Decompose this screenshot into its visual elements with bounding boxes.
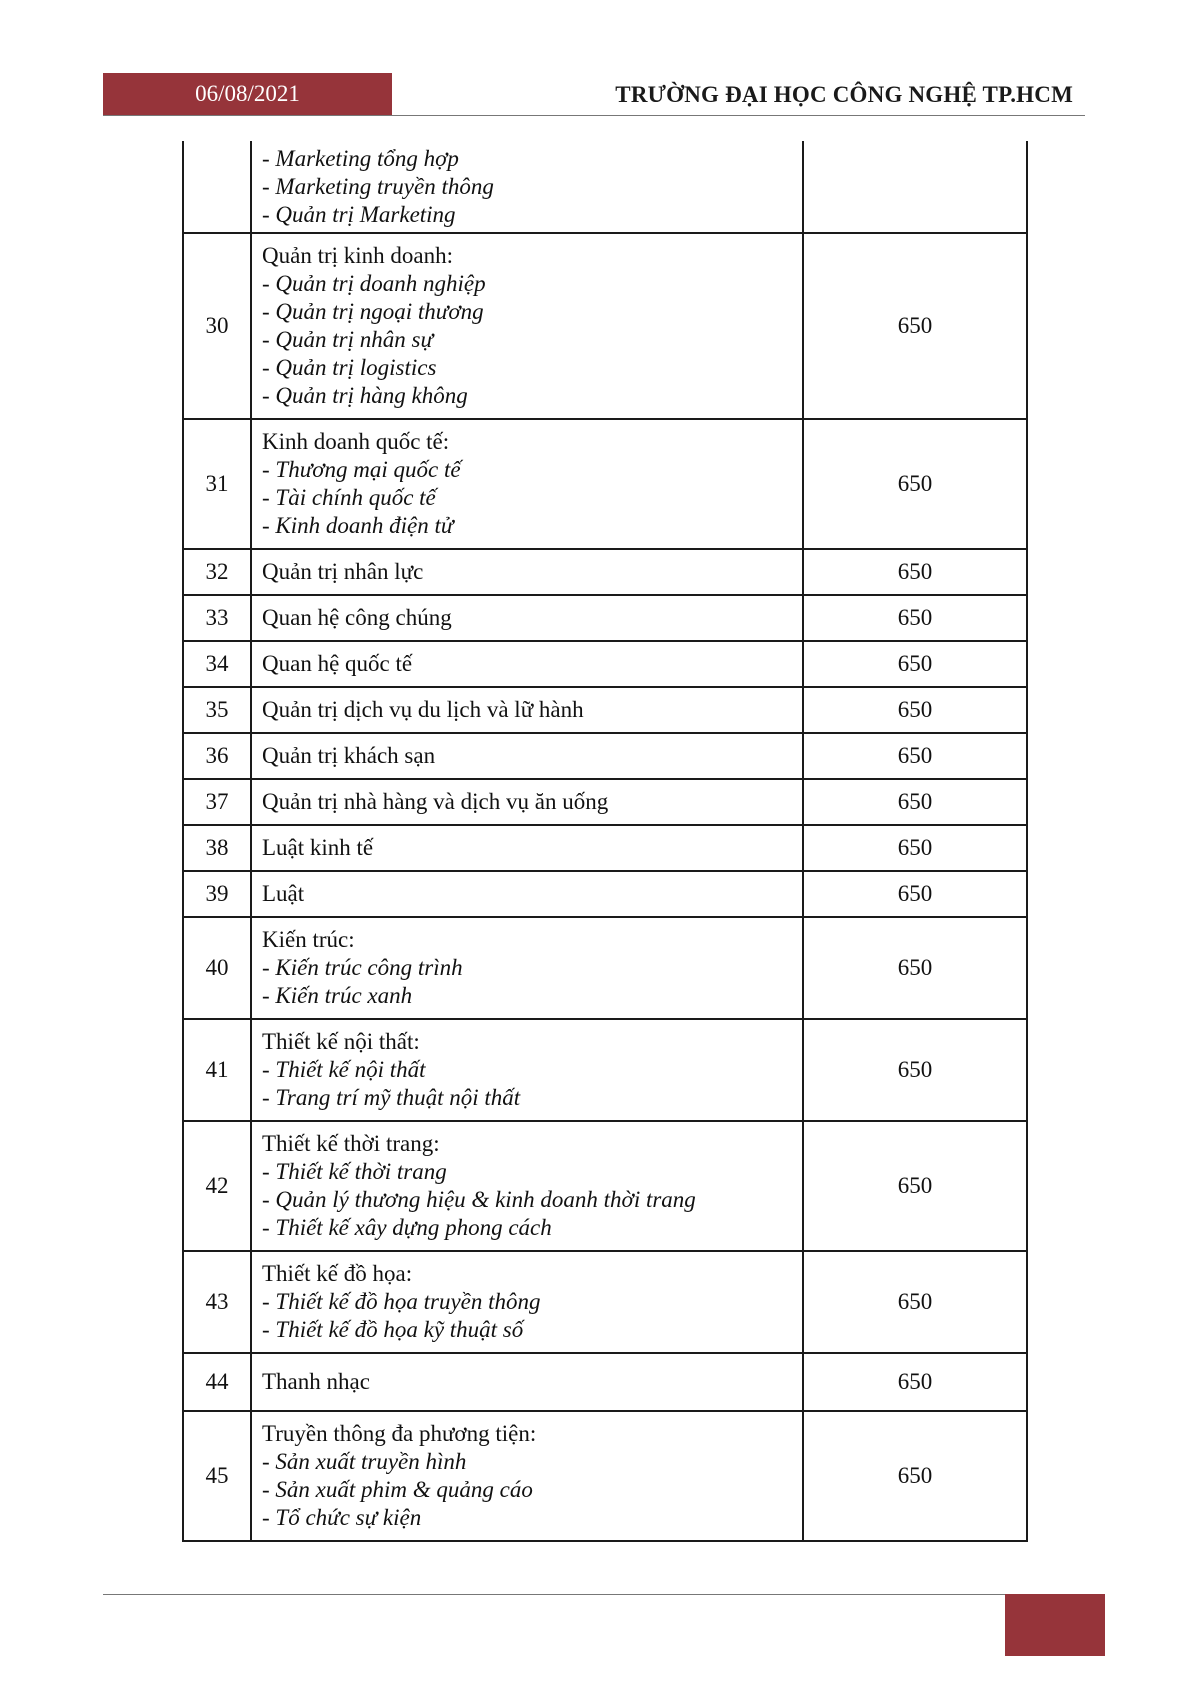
specialization-item: - Kinh doanh điện tử xyxy=(262,513,454,538)
major-title: Thiết kế nội thất: xyxy=(262,1029,420,1054)
specialization-item: - Trang trí mỹ thuật nội thất xyxy=(262,1085,521,1110)
row-number: 31 xyxy=(183,419,251,549)
table-row xyxy=(183,687,1027,733)
score-value: 650 xyxy=(803,1019,1027,1121)
row-number: 32 xyxy=(183,549,251,595)
table-row xyxy=(183,419,1027,549)
score-value: 650 xyxy=(803,419,1027,549)
major-title: Thiết kế thời trang: xyxy=(262,1131,440,1156)
majors-table-body xyxy=(183,141,1027,1541)
score-value: 650 xyxy=(803,825,1027,871)
row-number: 34 xyxy=(183,641,251,687)
table-row xyxy=(183,871,1027,917)
major-name-cell xyxy=(251,419,803,549)
specialization-item: - Quản trị hàng không xyxy=(262,383,468,408)
major-name-cell xyxy=(251,1353,803,1411)
major-title: Truyền thông đa phương tiện: xyxy=(262,1421,537,1446)
row-number: 33 xyxy=(183,595,251,641)
major-name-cell xyxy=(251,1411,803,1541)
major-name-cell xyxy=(251,641,803,687)
table-row xyxy=(183,1411,1027,1541)
table-row xyxy=(183,917,1027,1019)
specialization-item: - Tổ chức sự kiện xyxy=(262,1505,422,1530)
table-row xyxy=(183,1019,1027,1121)
score-value: 650 xyxy=(803,1353,1027,1411)
major-name-cell xyxy=(251,595,803,641)
row-number: 45 xyxy=(183,1411,251,1541)
row-number: 43 xyxy=(183,1251,251,1353)
specialization-item: - Kiến trúc xanh xyxy=(262,983,413,1008)
row-number: 41 xyxy=(183,1019,251,1121)
major-title: Quản trị khách sạn xyxy=(262,743,436,768)
row-number: 30 xyxy=(183,233,251,419)
row-number: 36 xyxy=(183,733,251,779)
specialization-item: - Quản trị logistics xyxy=(262,355,437,380)
table-row xyxy=(183,233,1027,419)
footer-accent-block xyxy=(1005,1594,1105,1656)
score-value: 650 xyxy=(803,641,1027,687)
specialization-item: - Tài chính quốc tế xyxy=(262,485,436,510)
header-institution: TRƯỜNG ĐẠI HỌC CÔNG NGHỆ TP.HCM xyxy=(615,82,1073,107)
major-title: Luật xyxy=(262,881,305,906)
specialization-item: - Marketing truyền thông xyxy=(262,173,494,199)
specialization-item: - Thiết kế nội thất xyxy=(262,1057,426,1082)
major-title: Quan hệ quốc tế xyxy=(262,651,413,676)
row-number: 38 xyxy=(183,825,251,871)
score-value xyxy=(803,141,1027,233)
row-number: 39 xyxy=(183,871,251,917)
major-name-cell xyxy=(251,917,803,1019)
score-value: 650 xyxy=(803,233,1027,419)
major-name-cell xyxy=(251,141,803,233)
score-value: 650 xyxy=(803,549,1027,595)
score-value: 650 xyxy=(803,871,1027,917)
major-title: Thanh nhạc xyxy=(262,1369,370,1394)
major-name-cell xyxy=(251,871,803,917)
footer-divider xyxy=(103,1594,1005,1595)
major-title: Quản trị dịch vụ du lịch và lữ hành xyxy=(262,697,584,722)
specialization-item: - Thiết kế đồ họa kỹ thuật số xyxy=(262,1317,524,1342)
specialization-item: - Kiến trúc công trình xyxy=(262,955,463,980)
table-row xyxy=(183,779,1027,825)
major-name-cell xyxy=(251,233,803,419)
major-name-cell xyxy=(251,1251,803,1353)
score-value: 650 xyxy=(803,733,1027,779)
score-value: 650 xyxy=(803,595,1027,641)
table-row xyxy=(183,1121,1027,1251)
row-number xyxy=(183,141,251,233)
major-title: Thiết kế đồ họa: xyxy=(262,1261,413,1286)
major-title: Luật kinh tế xyxy=(262,835,374,860)
header-divider xyxy=(103,115,1085,116)
specialization-item: - Quản lý thương hiệu & kinh doanh thời trang xyxy=(262,1187,696,1212)
specialization-item: - Thiết kế xây dựng phong cách xyxy=(262,1215,552,1240)
major-name-cell xyxy=(251,779,803,825)
row-number: 42 xyxy=(183,1121,251,1251)
specialization-item: - Thiết kế thời trang xyxy=(262,1159,447,1184)
row-number: 37 xyxy=(183,779,251,825)
specialization-item: - Quản trị doanh nghiệp xyxy=(262,271,486,296)
table-row xyxy=(183,1353,1027,1411)
specialization-item: - Quản trị Marketing xyxy=(262,201,456,227)
major-name-cell xyxy=(251,1019,803,1121)
table-row xyxy=(183,141,1027,233)
table-row xyxy=(183,825,1027,871)
specialization-item: - Quản trị nhân sự xyxy=(262,327,433,352)
majors-table xyxy=(182,141,1028,1542)
table-row xyxy=(183,595,1027,641)
header-date-bar xyxy=(103,73,392,115)
row-number: 35 xyxy=(183,687,251,733)
major-title: Kinh doanh quốc tế: xyxy=(262,429,450,454)
score-value: 650 xyxy=(803,1251,1027,1353)
major-title: Quản trị nhân lực xyxy=(262,559,424,584)
major-name-cell xyxy=(251,1121,803,1251)
major-title: Quản trị nhà hàng và dịch vụ ăn uống xyxy=(262,789,609,814)
major-title: Kiến trúc: xyxy=(262,927,355,952)
major-title: Quản trị kinh doanh: xyxy=(262,243,453,268)
score-value: 650 xyxy=(803,917,1027,1019)
major-name-cell xyxy=(251,733,803,779)
specialization-item: - Marketing tổng hợp xyxy=(262,145,459,171)
specialization-item: - Thiết kế đồ họa truyền thông xyxy=(262,1289,541,1314)
table-row xyxy=(183,641,1027,687)
table-row xyxy=(183,1251,1027,1353)
specialization-item: - Sản xuất truyền hình xyxy=(262,1449,467,1474)
score-value: 650 xyxy=(803,1411,1027,1541)
row-number: 40 xyxy=(183,917,251,1019)
table-row xyxy=(183,733,1027,779)
specialization-item: - Quản trị ngoại thương xyxy=(262,299,484,324)
score-value: 650 xyxy=(803,687,1027,733)
score-value: 650 xyxy=(803,779,1027,825)
table-row xyxy=(183,549,1027,595)
score-value: 650 xyxy=(803,1121,1027,1251)
specialization-item: - Sản xuất phim & quảng cáo xyxy=(262,1477,533,1502)
header-date: 06/08/2021 xyxy=(195,81,300,106)
row-number: 44 xyxy=(183,1353,251,1411)
major-name-cell xyxy=(251,549,803,595)
specialization-item: - Thương mại quốc tế xyxy=(262,457,461,482)
major-title: Quan hệ công chúng xyxy=(262,605,452,630)
major-name-cell xyxy=(251,825,803,871)
major-name-cell xyxy=(251,687,803,733)
